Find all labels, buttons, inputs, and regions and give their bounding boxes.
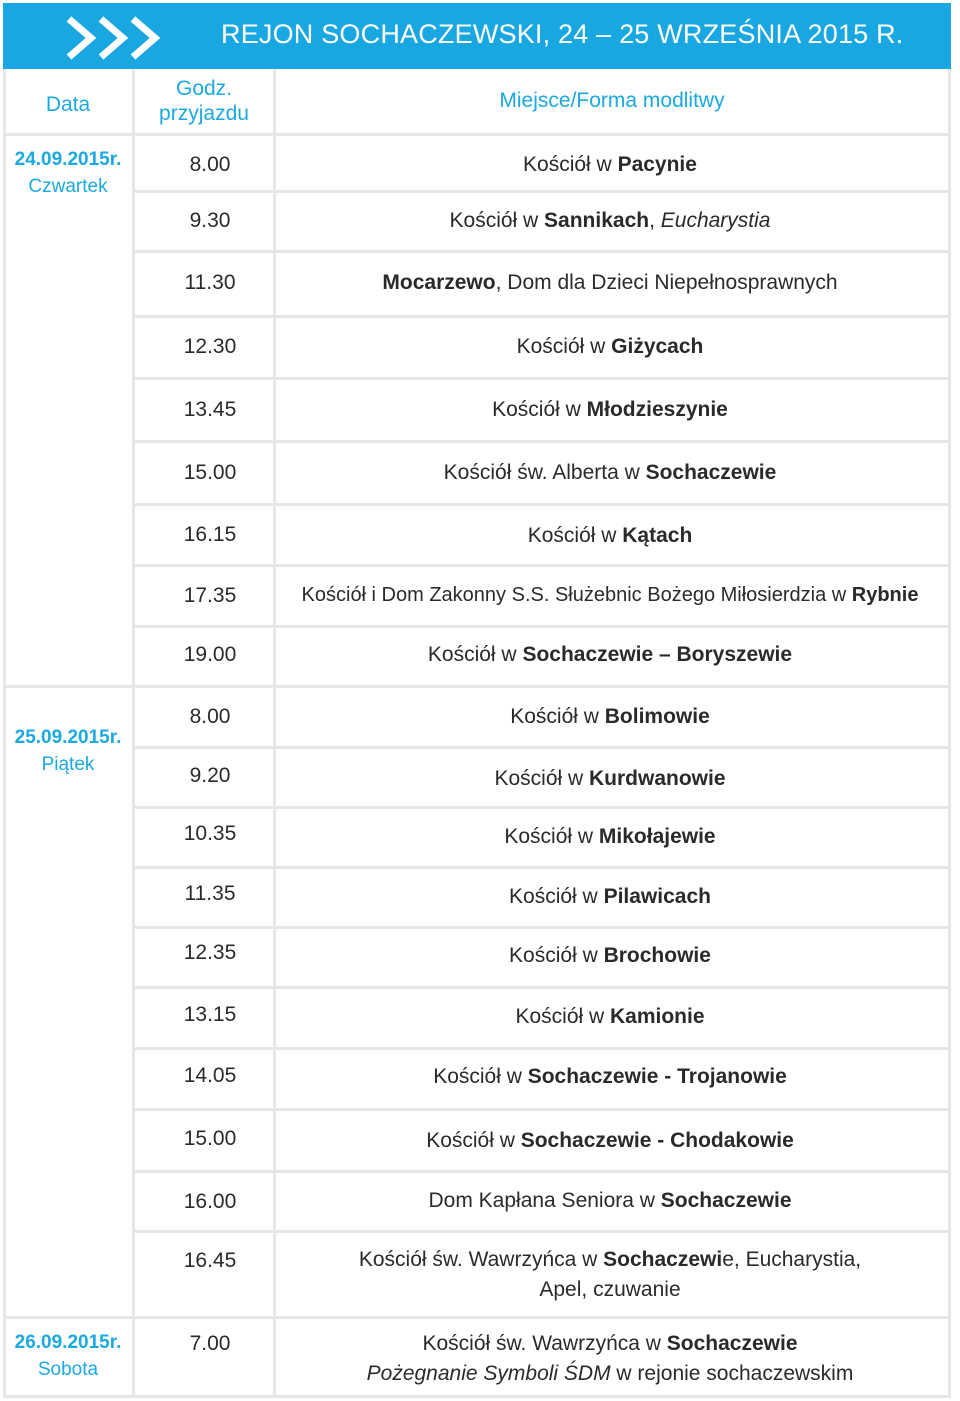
place-cell: Kościół w Giżycach — [516, 335, 704, 358]
table-border-right — [948, 69, 951, 1398]
row-line — [135, 315, 948, 318]
col-header-time-line1: Godz. — [175, 77, 233, 100]
time-cell: 16.45 — [183, 1249, 237, 1272]
time-cell: 9.20 — [189, 764, 231, 787]
place-cell: Kościół w Kamionie — [515, 1005, 705, 1028]
place-cell: Kościół w Pilawicach — [509, 885, 711, 908]
row-line — [135, 1170, 948, 1173]
time-cell: 15.00 — [183, 1127, 237, 1150]
time-cell: 16.15 — [183, 523, 237, 546]
time-cell: 8.00 — [189, 153, 231, 176]
row-line — [135, 564, 948, 567]
row-line — [135, 190, 948, 193]
place-cell: Kościół w Kurdwanowie — [494, 767, 726, 790]
place-cell: Kościół w Sochaczewie - Chodakowie — [426, 1129, 794, 1152]
place-cell: Dom Kapłana Seniora w Sochaczewie — [428, 1189, 792, 1212]
place-cell: Kościół w Sochaczewie – Boryszewie — [427, 643, 793, 666]
place-cell: Kościół św. Alberta w Sochaczewie — [443, 461, 777, 484]
page-title: REJON SOCHACZEWSKI, 24 – 25 WRZEŚNIA 2015 R. — [221, 19, 904, 49]
col-sep-time — [273, 69, 276, 1398]
time-cell: 13.45 — [183, 398, 237, 421]
day-label — [6, 724, 130, 778]
place-cell: Kościół w Bolimowie — [510, 705, 710, 728]
time-cell: 14.05 — [183, 1064, 237, 1087]
col-header-place: Miejsce/Forma modlitwy — [499, 89, 725, 112]
time-cell: 17.35 — [183, 584, 237, 607]
row-line — [135, 440, 948, 443]
day-date: 25.09.2015r. — [14, 727, 122, 748]
day-line — [3, 1316, 948, 1319]
place-cell: Kościół św. Wawrzyńca w Sochaczewie, Eucharystia, Apel, czuwanie — [358, 1248, 862, 1301]
row-line — [135, 250, 948, 253]
row-line — [135, 1047, 948, 1050]
row-line — [135, 1108, 948, 1111]
time-cell: 11.35 — [184, 882, 236, 905]
time-cell: 8.00 — [189, 705, 231, 728]
time-cell: 15.00 — [183, 461, 237, 484]
header-bar — [3, 3, 951, 69]
day-line — [3, 685, 948, 688]
header-row-line — [3, 133, 951, 136]
place-cell: Kościół w Brochowie — [509, 944, 711, 967]
day-weekday: Sobota — [37, 1359, 99, 1380]
time-cell: 7.00 — [189, 1332, 231, 1355]
row-line — [135, 866, 948, 869]
place-cell: Kościół w Sannikach, Eucharystia — [449, 209, 771, 232]
time-cell: 13.15 — [183, 1003, 237, 1026]
day-label — [6, 1329, 130, 1383]
day-date: 24.09.2015r. — [14, 149, 122, 170]
place-cell: Kościół w Kątach — [527, 524, 693, 547]
time-cell: 19.00 — [183, 643, 237, 666]
time-cell: 9.30 — [189, 209, 231, 232]
place-cell: Kościół i Dom Zakonny S.S. Służebnic Bożego Miłosierdzia w Rybnie — [301, 584, 919, 606]
row-line — [135, 503, 948, 506]
place-cell: Kościół w Sochaczewie - Trojanowie — [433, 1065, 787, 1088]
time-cell: 16.00 — [183, 1190, 237, 1213]
place-cell: Kościół św. Wawrzyńca w Sochaczewie Pożegnanie Symboli ŚDM w rejonie sochaczewskim — [366, 1332, 854, 1385]
row-line — [135, 926, 948, 929]
day-weekday: Piątek — [41, 754, 95, 775]
row-line — [135, 1230, 948, 1233]
place-cell: Kościół w Młodzieszynie — [492, 398, 728, 421]
place-cell: Mocarzewo, Dom dla Dzieci Niepełnosprawnych — [382, 271, 838, 294]
col-header-time-line2: przyjazdu — [159, 102, 249, 125]
time-cell: 11.30 — [184, 271, 236, 294]
day-date: 26.09.2015r. — [14, 1332, 122, 1353]
col-sep-date — [132, 69, 135, 1398]
place-cell: Kościół w Mikołajewie — [504, 825, 716, 848]
row-line — [135, 625, 948, 628]
row-line — [135, 986, 948, 989]
place-cell: Kościół w Pacynie — [523, 153, 697, 176]
time-cell: 12.35 — [183, 941, 237, 964]
table-border-bottom — [3, 1395, 951, 1398]
time-cell: 10.35 — [183, 822, 237, 845]
chevrons-icon — [65, 13, 169, 63]
row-line — [135, 806, 948, 809]
row-line — [135, 746, 948, 749]
col-header-date: Data — [45, 93, 91, 116]
day-label — [6, 146, 130, 200]
row-line — [135, 377, 948, 380]
day-weekday: Czwartek — [28, 176, 108, 197]
time-cell: 12.30 — [183, 335, 237, 358]
col-header-time — [136, 76, 272, 126]
